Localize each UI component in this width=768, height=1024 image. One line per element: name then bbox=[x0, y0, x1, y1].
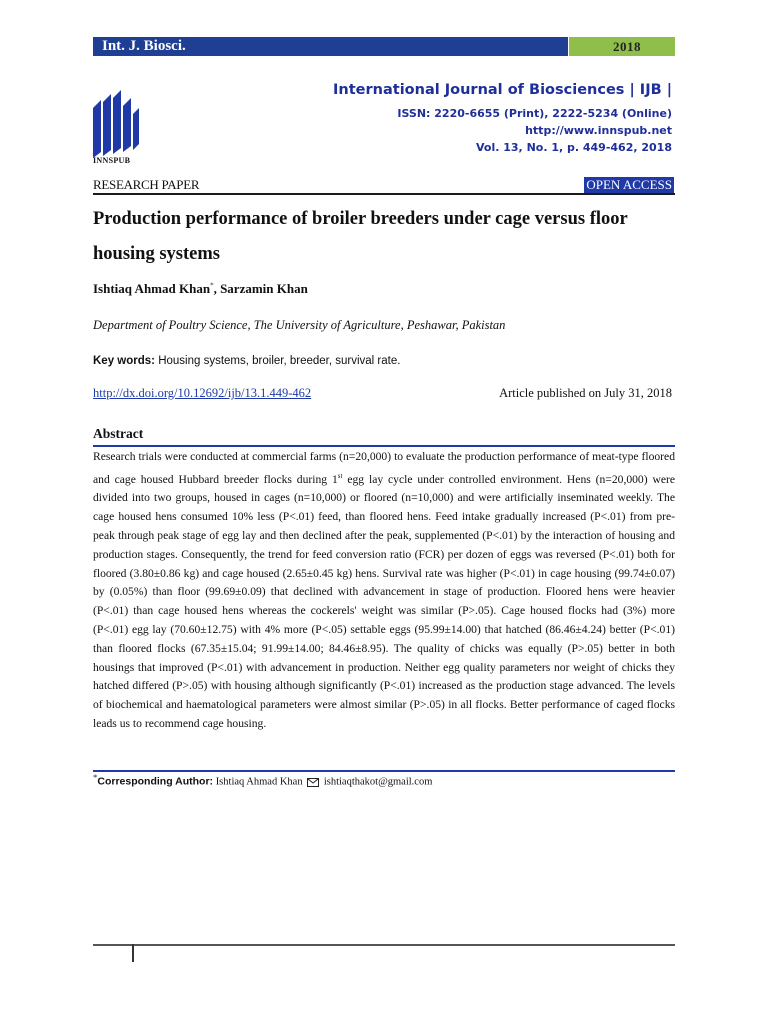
abstract-sup: st bbox=[337, 471, 343, 480]
logo-text: INNSPUB bbox=[93, 156, 131, 165]
department: Department of Poultry Science, The University of Agriculture, Peshawar, Pakistan bbox=[93, 318, 506, 332]
author-first: Ishtiaq Ahmad Khan bbox=[93, 281, 211, 296]
abstract-part2: egg lay cycle under controlled environment. Hens (n=20,000) were divided into two groups, housed in cages (n=10,000) or floored (n=10,000) and were artificially inseminated weekly. The cage housed hens consumed 10% less (P<.01) feed, than floored hens. Feed intake gradually increased (P<.01) from pre-peak through peak stage of egg lay and then declined after the peak, supplemented (P<.01) by the interaction of housing and production stages. Consequently, the trend for feed conversion ratio (FCR) per dozen of eggs was reversed (P<.01) both for floored (3.80±0.86 kg) and cage housed (2.65±0.45 kg) hens. Survival rate was higher (P<.01) in cage housing (99.74±0.07) by (0.05%) than floor (99.69±0.09) that declined with advancement in stage of production. Floored hens were heavier (P<.01) than cage housed hens whereas the cockerels' weight was similar (P>.05). Cage housed flocks had (3%) more (P<.01) egg lay (70.60±12.75) with 4% more (P<.05) settable eggs (95.99±14.00) that hatched (86.46±4.24) better (P<.01) than floored flocks (67.35±15.04; 91.99±14.00; 84.46±8.95). The quality of chicks was equally (P>.05) better in both housings that improved (P<.01) with advancement in production. Neither egg quality parameters nor weight of chicks they hatched differed (P>.05) with housing although significantly (P<.01) increased as the production stage advanced. The levels of biochemical and haematological parameters were almost similar (P>.05) in all flocks. Better performance of caged flocks leads us to recommend cage housing. bbox=[93, 472, 676, 731]
journal-url[interactable]: http://www.innspub.net bbox=[525, 124, 672, 137]
journal-issn: ISSN: 2220-6655 (Print), 2222-5234 (Online) bbox=[397, 107, 672, 120]
keywords-text: Housing systems, broiler, breeder, survival rate. bbox=[155, 355, 401, 367]
keywords-label: Key words: bbox=[93, 355, 155, 367]
corr-email[interactable]: ishtiaqthakot@gmail.com bbox=[321, 776, 433, 788]
footer-tick bbox=[132, 944, 134, 962]
corr-name: Ishtiaq Ahmad Khan bbox=[213, 776, 306, 788]
paper-type: RESEARCH PAPER bbox=[93, 177, 200, 192]
keywords bbox=[93, 355, 400, 367]
corr-label: Corresponding Author: bbox=[97, 775, 214, 788]
authors bbox=[93, 281, 308, 297]
open-access-badge: OPEN ACCESS bbox=[586, 177, 672, 192]
corr-mark: * bbox=[93, 772, 98, 782]
author-rest: , Sarzamin Khan bbox=[213, 281, 308, 296]
published-date: Article published on July 31, 2018 bbox=[499, 386, 672, 400]
abstract-text bbox=[93, 448, 675, 734]
footer-rule bbox=[93, 944, 675, 946]
author-mark: * bbox=[210, 281, 214, 290]
header-journal-bar bbox=[93, 37, 568, 56]
journal-title: International Journal of Biosciences | IJB | bbox=[333, 82, 672, 98]
doi-link[interactable]: http://dx.doi.org/10.12692/ijb/13.1.449-462 bbox=[93, 386, 312, 400]
header-journal-short: Int. J. Biosci. bbox=[102, 38, 186, 54]
paper-title: Production performance of broiler breeders under cage versus floor housing systems bbox=[93, 209, 628, 264]
header-year-bar bbox=[569, 37, 675, 56]
abstract-part1: Research trials were conducted at commercial farms (n=20,000) to evaluate the production performance of meat-type floored and cage housed Hubbard breeder flocks during 1 bbox=[93, 450, 675, 486]
corresponding-author bbox=[93, 772, 432, 788]
header-year: 2018 bbox=[613, 39, 641, 54]
journal-volume: Vol. 13, No. 1, p. 449-462, 2018 bbox=[476, 141, 672, 154]
abstract-rule-top bbox=[93, 445, 675, 447]
paper-type-rule bbox=[93, 193, 675, 195]
mail-icon bbox=[307, 778, 319, 787]
abstract-heading: Abstract bbox=[93, 426, 144, 441]
